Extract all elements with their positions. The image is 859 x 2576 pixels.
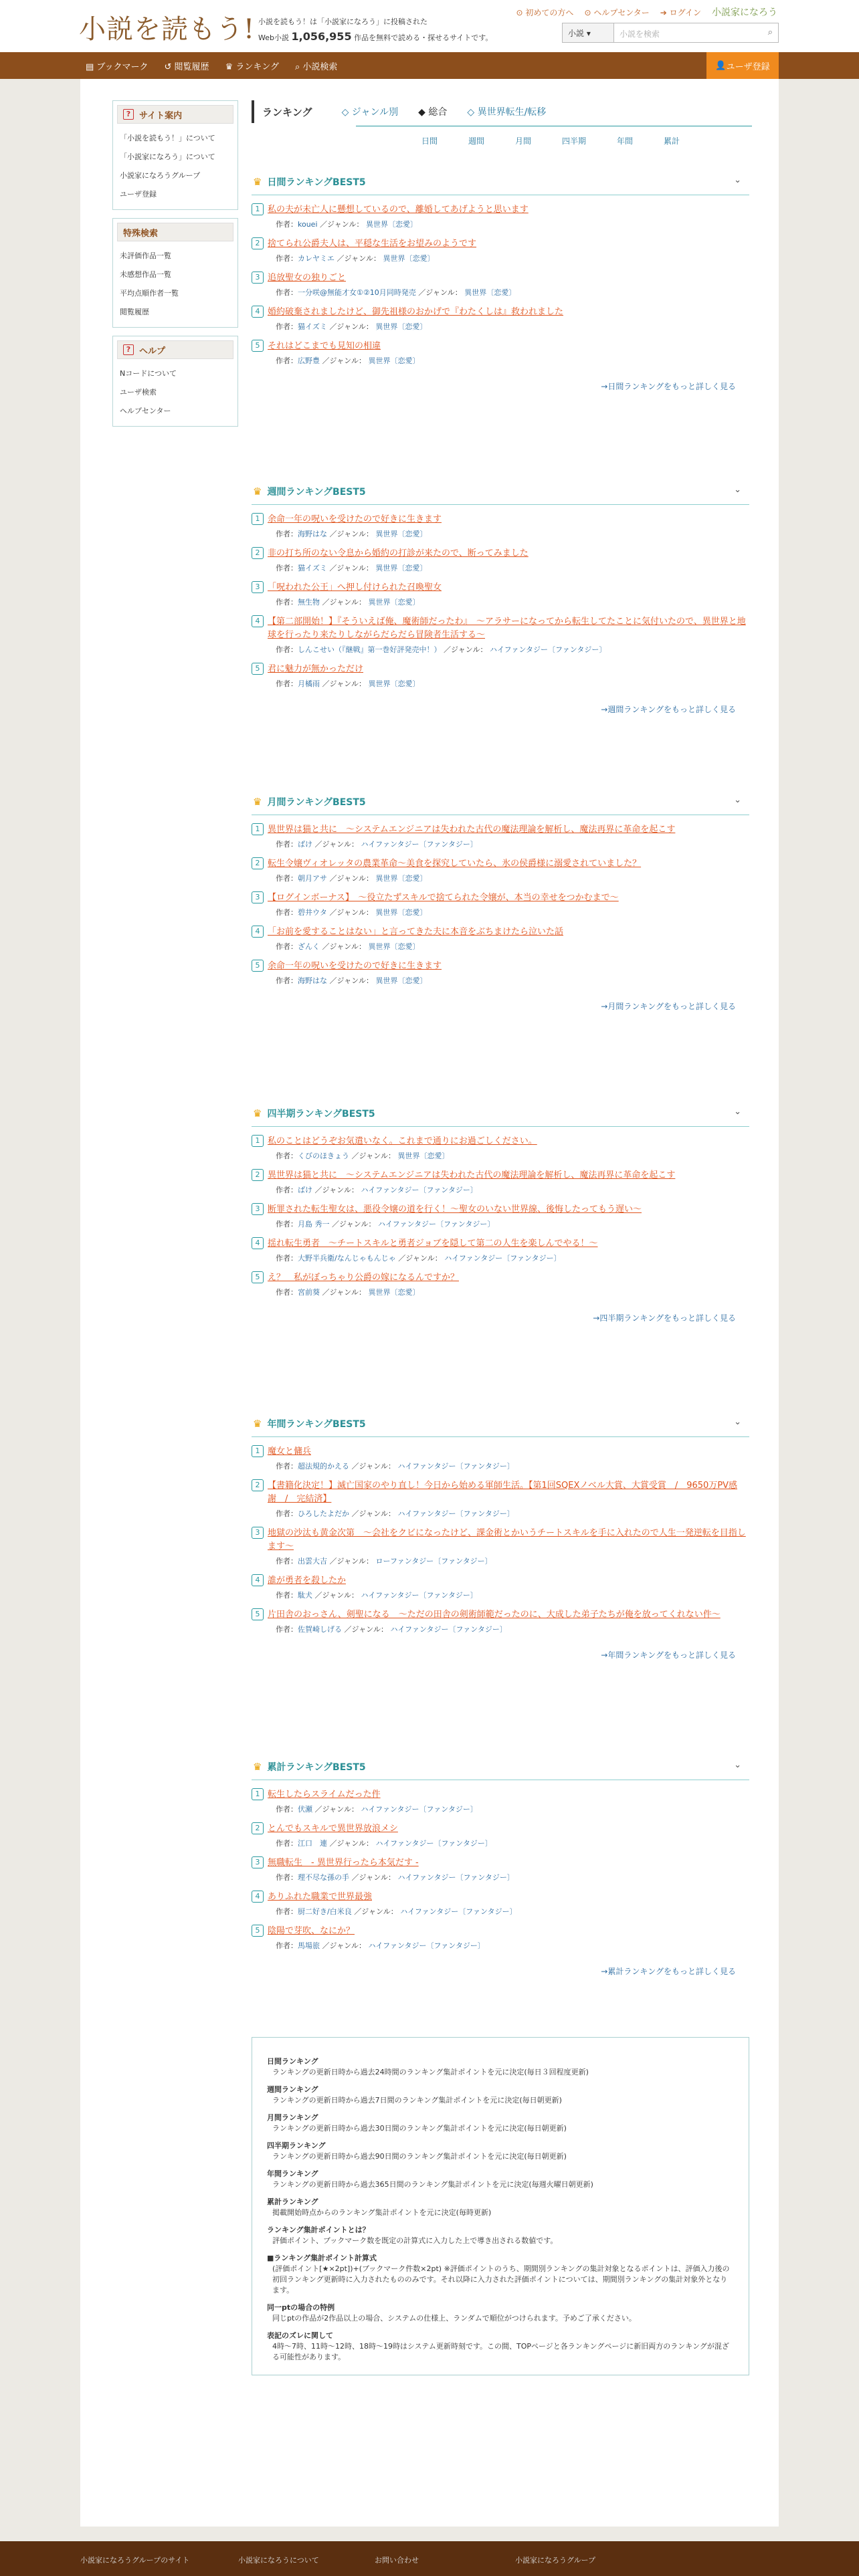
rank-number: 1: [252, 1788, 264, 1800]
tab-isekai[interactable]: ◇ 異世界転生/転移: [467, 107, 547, 118]
genre-link[interactable]: 異世界〔恋愛〕: [368, 356, 420, 365]
subtab-quarterly[interactable]: 四半期: [562, 136, 587, 146]
genre-link[interactable]: ハイファンタジー〔ファンタジー〕: [361, 1186, 478, 1194]
novel-meta: 作者：海野はな ／ジャンル： 異世界〔恋愛〕: [276, 530, 427, 538]
ranking-item: [252, 1479, 749, 1519]
rank-number: 2: [252, 237, 264, 249]
chevron-down-icon[interactable]: ⌄: [734, 795, 741, 805]
novel-meta: 作者：ざんく ／ジャンル： 異世界〔恋愛〕: [276, 942, 420, 951]
novel-meta: 作者：猫イズミ ／ジャンル： 異世界〔恋愛〕: [276, 322, 427, 331]
genre-link[interactable]: ハイファンタジー〔ファンタジー〕: [397, 1873, 514, 1882]
novel-title-link[interactable]: 追放聖女の独りごと: [268, 273, 347, 283]
novel-meta: 作者：超法規的かえる ／ジャンル： ハイファンタジー〔ファンタジー〕: [276, 1462, 514, 1471]
rank-number: 2: [252, 547, 264, 559]
question-icon: ?: [123, 344, 134, 355]
note-title: 日間ランキング: [267, 2057, 318, 2066]
ranking-item: [252, 1169, 749, 1195]
tab-overall[interactable]: ◆ 総合: [418, 107, 448, 118]
genre-link[interactable]: 異世界〔恋愛〕: [368, 679, 420, 688]
genre-link[interactable]: ハイファンタジー〔ファンタジー〕: [361, 1805, 478, 1814]
genre-link[interactable]: ハイファンタジー〔ファンタジー〕: [397, 1462, 514, 1471]
ranking-item: [252, 960, 749, 986]
section-header[interactable]: [252, 1753, 749, 1780]
genre-link[interactable]: ローファンタジー〔ファンタジー〕: [375, 1557, 492, 1566]
note-desc: ランキングの更新日時から過去24時間のランキング集計ポイントを元に決定(毎日３回程度更新): [272, 2068, 589, 2076]
genre-link[interactable]: ハイファンタジー〔ファンタジー〕: [375, 1839, 492, 1848]
section-title: 日間ランキングBEST5: [267, 177, 366, 188]
rank-number: 1: [252, 203, 264, 215]
subtab-weekly[interactable]: 週間: [468, 136, 484, 146]
novel-meta: 作者：馬場旅 ／ジャンル： ハイファンタジー〔ファンタジー〕: [276, 1941, 485, 1950]
ranking-item: [252, 926, 749, 952]
rank-number: 3: [252, 1203, 264, 1215]
more-ranking-link[interactable]: →週間ランキングをもっと詳しく見る: [601, 705, 736, 714]
genre-link[interactable]: 異世界〔恋愛〕: [375, 564, 427, 572]
novel-title-link[interactable]: 私の夫が未亡人に懸想しているので、離婚してあげようと思います: [268, 205, 529, 215]
site-footer: [0, 2541, 859, 2576]
first-time-link[interactable]: ⊙ 初めての方へ: [516, 7, 574, 17]
author-link[interactable]: 伏瀬: [298, 1805, 312, 1814]
ranking-section: [252, 478, 749, 715]
footer-link[interactable]: 小説家になろうグループのサイト: [80, 2556, 190, 2565]
ranking-tabbar: [252, 100, 749, 123]
novel-title-link[interactable]: 転生令嬢ヴィオレッタの農業革命～美食を探究していたら、氷の侯爵様に溺愛されていました？: [268, 859, 642, 869]
ranking-item: [252, 1271, 749, 1297]
novel-title-link[interactable]: とんでもスキルで異世界放浪メシ: [268, 1824, 398, 1834]
novel-title-link[interactable]: 「お前を愛することはない」と言ってきた夫に本音をぶちまけたら泣いた話: [268, 927, 564, 937]
ranking-item: [252, 1135, 749, 1161]
author-link[interactable]: 理不尽な孫の手: [298, 1873, 349, 1882]
more-ranking-link[interactable]: →月間ランキングをもっと詳しく見る: [601, 1002, 736, 1011]
main-content: [252, 100, 749, 2361]
sidebar: [112, 100, 238, 435]
rank-number: 5: [252, 663, 264, 675]
novel-meta: 作者：月橘雨 ／ジャンル： 異世界〔恋愛〕: [276, 679, 420, 688]
ranking-item: [252, 513, 749, 539]
novel-title-link[interactable]: 地獄の沙汰も黄金次第 ～会社をクビになったけど、課金術とかいうチートスキルを手に入れたので人生一発逆転を目指します～: [268, 1528, 746, 1551]
ranking-item: [252, 547, 749, 573]
ranking-item: [252, 340, 749, 366]
ranking-item: [252, 1574, 749, 1600]
novel-title-link[interactable]: ありふれた職業で世界最強: [268, 1892, 373, 1902]
novel-title-link[interactable]: 【ログインボーナス】 ～役立たずスキルで捨てられた令嬢が、本当の幸せをつかむまで～: [268, 893, 619, 903]
author-link[interactable]: 馬場旅: [298, 1941, 320, 1950]
sidebar-link[interactable]: ヘルプセンター: [120, 407, 171, 415]
novel-meta: 作者：出雲大吉 ／ジャンル： ローファンタジー〔ファンタジー〕: [276, 1557, 492, 1566]
rank-number: 5: [252, 960, 264, 972]
ranking-section: [252, 1410, 749, 1660]
novel-meta: 作者：駄犬 ／ジャンル： ハイファンタジー〔ファンタジー〕: [276, 1591, 478, 1600]
search-box: [562, 23, 779, 43]
novel-meta: 作者：厨二好き/白米良 ／ジャンル： ハイファンタジー〔ファンタジー〕: [276, 1907, 517, 1916]
crown-icon: ♛: [253, 485, 262, 498]
novel-meta: 作者：kouei ／ジャンル： 異世界〔恋愛〕: [276, 220, 418, 229]
subtab-yearly[interactable]: 年間: [617, 136, 634, 146]
note-title: ■ランキング集計ポイント計算式: [267, 2254, 377, 2262]
section-title: 累計ランキングBEST5: [267, 1761, 366, 1773]
section-header[interactable]: [252, 1410, 749, 1437]
chevron-down-icon[interactable]: ⌄: [734, 1107, 741, 1117]
ranking-item: [252, 857, 749, 883]
rank-number: 3: [252, 581, 264, 593]
author-link[interactable]: ひろしたよだか: [298, 1509, 349, 1518]
note-title: 同一ptの場合の特例: [267, 2303, 335, 2312]
ranking-item: [252, 1822, 749, 1848]
login-link[interactable]: ➔ ログイン: [660, 7, 701, 17]
period-subtabs: [252, 135, 749, 152]
genre-link[interactable]: 異世界〔恋愛〕: [375, 322, 427, 331]
novel-meta: 作者：広野豊 ／ジャンル： 異世界〔恋愛〕: [276, 356, 420, 365]
chevron-down-icon[interactable]: ⌄: [734, 1760, 741, 1770]
author-link[interactable]: 駄犬: [298, 1591, 312, 1600]
author-link[interactable]: 一分咲@無能才女①②10月同時発売: [298, 288, 416, 297]
genre-link[interactable]: ハイファンタジー〔ファンタジー〕: [361, 1591, 478, 1600]
novel-title-link[interactable]: 余命一年の呪いを受けたので好きに生きます: [268, 514, 442, 524]
ranking-item: [252, 306, 749, 332]
section-header[interactable]: [252, 1100, 749, 1127]
rank-number: 4: [252, 926, 264, 938]
novel-title-link[interactable]: 無職転生 - 異世界行ったら本気だす -: [268, 1858, 419, 1868]
rank-number: 4: [252, 306, 264, 318]
novel-title-link[interactable]: 【書籍化決定！】滅亡国家のやり直し！今日から始める軍師生活。【第1回SQEXノベル大賞、大賞受賞 / 9650万PV感謝 / 完結済】: [268, 1481, 738, 1504]
footer-link[interactable]: お問い合わせ: [375, 2556, 419, 2565]
genre-link[interactable]: 異世界〔恋愛〕: [375, 976, 427, 985]
rank-number: 3: [252, 272, 264, 284]
novel-title-link[interactable]: 捨てられ公爵夫人は、平穏な生活をお望みのようです: [268, 239, 477, 249]
section-title: 週間ランキングBEST5: [267, 486, 366, 498]
novel-title-link[interactable]: 君に魅力が無かっただけ: [268, 664, 364, 674]
novel-meta: 作者：猫イズミ ／ジャンル： 異世界〔恋愛〕: [276, 564, 427, 572]
author-link[interactable]: 広野豊: [298, 356, 320, 365]
ranking-item: [252, 1445, 749, 1471]
author-link[interactable]: 出雲大吉: [298, 1557, 327, 1566]
ranking-notes: [252, 2037, 749, 2375]
genre-link[interactable]: 異世界〔恋愛〕: [383, 254, 435, 263]
footer-link[interactable]: 小説家になろうについて: [238, 2556, 319, 2565]
site-header: [0, 0, 859, 52]
novel-title-link[interactable]: それはどこまでも見知の相違: [268, 341, 381, 351]
section-title: 四半期ランキングBEST5: [267, 1108, 375, 1119]
chevron-down-icon[interactable]: ⌄: [734, 485, 741, 495]
genre-link[interactable]: 異世界〔恋愛〕: [375, 874, 427, 883]
rank-number: 1: [252, 823, 264, 835]
site-tagline: 小説を読もう！は「小説家になろう」に投稿された Web小説 1,056,955 作品を無料で読める・探せるサイトです。: [258, 17, 493, 43]
genre-link[interactable]: ハイファンタジー〔ファンタジー〕: [490, 645, 607, 654]
ranking-item: [252, 272, 749, 298]
novel-title-link[interactable]: 【第二部開始！】『そういえば俺、魔術師だったわ』 ～アラサーになってから転生してたことに気付いたので、異世界と地球を行ったり来たりしながらだらだら冒険者生活する～: [268, 617, 746, 640]
novel-title-link[interactable]: 余命一年の呪いを受けたので好きに生きます: [268, 961, 442, 971]
rank-number: 1: [252, 1445, 264, 1457]
ranking-item: [252, 891, 749, 918]
author-link[interactable]: 碧井ウタ: [298, 908, 327, 917]
crown-icon: ♛: [253, 1107, 262, 1119]
rank-number: 3: [252, 891, 264, 903]
author-link[interactable]: 無生物: [298, 598, 320, 607]
rank-number: 3: [252, 1527, 264, 1539]
novel-meta: 作者：海野はな ／ジャンル： 異世界〔恋愛〕: [276, 976, 427, 985]
sidebar-link[interactable]: ユーザ検索: [120, 388, 157, 397]
sidebar-link[interactable]: 「小説家になろう」について: [120, 152, 215, 161]
note-desc: ランキングの更新日時から過去90日間のランキング集計ポイントを元に決定(毎日朝更新): [272, 2152, 567, 2161]
more-ranking-link[interactable]: →年間ランキングをもっと詳しく見る: [601, 1650, 736, 1660]
genre-link[interactable]: ハイファンタジー〔ファンタジー〕: [400, 1907, 517, 1916]
author-link[interactable]: 海野はな: [298, 976, 327, 985]
ranking-item: [252, 1203, 749, 1229]
novel-meta: 作者：伏瀬 ／ジャンル： ハイファンタジー〔ファンタジー〕: [276, 1805, 478, 1814]
note-desc: ランキングの更新日時から過去30日間のランキング集計ポイントを元に決定(毎日朝更新): [272, 2124, 567, 2133]
note-title: 四半期ランキング: [267, 2141, 326, 2150]
footer-link[interactable]: 小説家になろうグループ: [515, 2556, 596, 2565]
subtab-total[interactable]: 累計: [664, 136, 680, 146]
sidebar-box-help: ? ヘルプ Nコードについて ユーザ検索 ヘルプセンター: [112, 336, 238, 427]
nav-history[interactable]: ↺ 閲覧履歴: [164, 62, 209, 72]
author-link[interactable]: 猫イズミ: [298, 564, 327, 572]
author-link[interactable]: kouei: [298, 220, 318, 229]
genre-link[interactable]: 異世界〔恋愛〕: [375, 530, 427, 538]
author-link[interactable]: ざんく: [298, 942, 320, 951]
note-desc: (評価ポイント[★×2pt])+(ブックマーク件数×2pt) ※評価ポイントのうち、期間別ランキングの集計対象となるポイントは、評価入力後の初回ランキング更新時に入力されたもののみです。それ以降に入力された評価ポイントについては、期間別ランキングの集計対象外となります。: [272, 2264, 730, 2294]
ranking-item: [252, 1788, 749, 1814]
author-link[interactable]: くびのほきょう: [298, 1152, 349, 1160]
sidebar-link[interactable]: 平均点順作者一覧: [120, 289, 179, 298]
note-title: 月間ランキング: [267, 2113, 318, 2122]
ranking-item: [252, 1237, 749, 1263]
section-header[interactable]: [252, 478, 749, 505]
author-link[interactable]: ばけ: [298, 840, 312, 849]
ranking-item: [252, 1891, 749, 1917]
novel-title-link[interactable]: 揺れ転生勇者 ～チートスキルと勇者ジョブを隠して第二の人生を楽しんでやる！～: [268, 1239, 598, 1249]
novel-title-link[interactable]: 「呪われた公王」へ押し付けられた召喚聖女: [268, 582, 442, 593]
search-type-select[interactable]: 小説 ▾: [562, 23, 614, 43]
page-container: [80, 79, 779, 2527]
register-button[interactable]: 👤 ユーザ登録: [706, 52, 779, 79]
rank-number: 5: [252, 340, 264, 352]
genre-link[interactable]: 異世界〔恋愛〕: [368, 942, 420, 951]
sidebar-link[interactable]: 閲覧履歴: [120, 308, 149, 316]
sidebar-link[interactable]: 「小説を読もう！」について: [120, 134, 215, 142]
note-desc: 同じptの作品が2作品以上の場合、システムの仕様上、ランダムで順位がつけられます。予めご了承ください。: [272, 2314, 636, 2323]
novel-meta: 作者：無生物 ／ジャンル： 異世界〔恋愛〕: [276, 598, 420, 607]
novel-meta: 作者：しんこせい（『継戦』第一巻好評発売中！） ／ジャンル： ハイファンタジー〔ファンタジー〕: [276, 645, 607, 654]
author-link[interactable]: 月島 秀一: [298, 1220, 330, 1228]
sidebar-link[interactable]: Nコードについて: [120, 369, 177, 378]
rank-number: 5: [252, 1608, 264, 1620]
genre-link[interactable]: 異世界〔恋愛〕: [368, 1288, 420, 1297]
novel-title-link[interactable]: 非の打ち所のない令息から婚約の打診が来たので、断ってみました: [268, 548, 529, 558]
nav-ranking[interactable]: ♛ ランキング: [225, 62, 279, 72]
genre-link[interactable]: 異世界〔恋愛〕: [397, 1152, 450, 1160]
rank-number: 1: [252, 513, 264, 525]
novel-title-link[interactable]: 陰陽で芽吹、なにか？: [268, 1926, 355, 1936]
top-links: [516, 5, 777, 19]
ranking-item: [252, 237, 749, 263]
main-navbar: [0, 52, 859, 79]
novel-meta: 作者：くびのほきょう ／ジャンル： 異世界〔恋愛〕: [276, 1152, 450, 1160]
ranking-item: [252, 1608, 749, 1634]
subtab-daily[interactable]: 日間: [421, 136, 438, 146]
crown-icon: ♛: [253, 795, 262, 808]
rank-number: 4: [252, 1574, 264, 1586]
chevron-down-icon[interactable]: ⌄: [734, 175, 741, 185]
sidebar-link[interactable]: 未評価作品一覧: [120, 251, 171, 260]
genre-link[interactable]: 異世界〔恋愛〕: [366, 220, 418, 229]
ranking-title: ランキング: [262, 106, 312, 118]
search-input[interactable]: 小説を検索 ⌕: [614, 23, 779, 43]
rank-number: 2: [252, 1479, 264, 1491]
author-link[interactable]: 佐賀崎しげる: [298, 1625, 342, 1634]
novel-meta: 作者：江口 連 ／ジャンル： ハイファンタジー〔ファンタジー〕: [276, 1839, 492, 1848]
novel-meta: 作者：ばけ ／ジャンル： ハイファンタジー〔ファンタジー〕: [276, 1186, 478, 1194]
rank-number: 4: [252, 615, 264, 627]
ranking-item: [252, 1856, 749, 1883]
novel-title-link[interactable]: 誰が勇者を殺したか: [268, 1576, 347, 1586]
note-title: ランキング集計ポイントとは？: [267, 2226, 370, 2234]
genre-link[interactable]: 異世界〔恋愛〕: [368, 598, 420, 607]
novel-meta: 作者：一分咲@無能才女①②10月同時発売 ／ジャンル： 異世界〔恋愛〕: [276, 288, 516, 297]
sidebar-link[interactable]: 未感想作品一覧: [120, 270, 171, 279]
nav-search[interactable]: ⌕ 小説検索: [294, 62, 338, 72]
ranking-item: [252, 615, 749, 655]
note-desc: ランキングの更新日時から過去7日間のランキング集計ポイントを元に決定(毎日朝更新): [272, 2096, 562, 2105]
author-link[interactable]: 大野半兵衛/なんじゃもんじゃ: [298, 1254, 396, 1263]
chevron-down-icon[interactable]: ⌄: [734, 1417, 741, 1427]
ranking-section: [252, 1100, 749, 1323]
novel-meta: 作者：カレヤミエ ／ジャンル： 異世界〔恋愛〕: [276, 254, 435, 263]
crown-icon: ♛: [253, 175, 262, 188]
crown-icon: ♛: [253, 1417, 262, 1430]
ranking-item: [252, 823, 749, 849]
note-title: 週間ランキング: [267, 2085, 318, 2094]
genre-link[interactable]: ハイファンタジー〔ファンタジー〕: [378, 1220, 495, 1228]
author-link[interactable]: 宮前葵: [298, 1288, 320, 1297]
genre-link[interactable]: ハイファンタジー〔ファンタジー〕: [361, 840, 478, 849]
novel-title-link[interactable]: 魔女と傭兵: [268, 1446, 312, 1457]
novel-title-link[interactable]: 断罪された転生聖女は、悪役令嬢の道を行く！～聖女のいない世界線、後悔したってもう遅い～: [268, 1204, 642, 1214]
note-desc: ランキングの更新日時から過去365日間のランキング集計ポイントを元に決定(毎週火曜日朝更新): [272, 2180, 593, 2189]
more-ranking-link[interactable]: →日間ランキングをもっと詳しく見る: [601, 382, 736, 391]
section-title: 月間ランキングBEST5: [267, 796, 366, 808]
novel-meta: 作者：大野半兵衛/なんじゃもんじゃ ／ジャンル： ハイファンタジー〔ファンタジー〕: [276, 1254, 561, 1263]
novel-meta: 作者：ひろしたよだか ／ジャンル： ハイファンタジー〔ファンタジー〕: [276, 1509, 514, 1518]
novel-meta: 作者：理不尽な孫の手 ／ジャンル： ハイファンタジー〔ファンタジー〕: [276, 1873, 514, 1882]
novel-title-link[interactable]: 転生したらスライムだった件: [268, 1790, 381, 1800]
ranking-item: [252, 663, 749, 689]
narou-logo-link[interactable]: 小説家になろう: [712, 7, 777, 18]
author-link[interactable]: ばけ: [298, 1186, 312, 1194]
genre-link[interactable]: ハイファンタジー〔ファンタジー〕: [444, 1254, 561, 1263]
ranking-item: [252, 581, 749, 607]
rank-number: 3: [252, 1856, 264, 1868]
crown-icon: ♛: [253, 1760, 262, 1773]
genre-link[interactable]: ハイファンタジー〔ファンタジー〕: [397, 1509, 514, 1518]
rank-number: 2: [252, 857, 264, 869]
rank-number: 5: [252, 1271, 264, 1283]
novel-meta: 作者：朝月アサ ／ジャンル： 異世界〔恋愛〕: [276, 874, 427, 883]
author-link[interactable]: 厨二好き/白米良: [298, 1907, 352, 1916]
ranking-section: [252, 169, 749, 392]
sidebar-box-special-search: 特殊検索 未評価作品一覧 未感想作品一覧 平均点順作者一覧 閲覧履歴: [112, 218, 238, 328]
note-title: 累計ランキング: [267, 2197, 318, 2206]
novel-title-link[interactable]: 片田舎のおっさん、剣聖になる ～ただの田舎の剣術師範だったのに、大成した弟子たちが俺を放ってくれない件～: [268, 1610, 721, 1620]
rank-number: 2: [252, 1169, 264, 1181]
section-title: 年間ランキングBEST5: [267, 1418, 366, 1430]
more-ranking-link[interactable]: →四半期ランキングをもっと詳しく見る: [593, 1313, 736, 1323]
rank-number: 2: [252, 1822, 264, 1834]
nav-bookmark[interactable]: ▤ ブックマーク: [86, 62, 149, 72]
more-ranking-link[interactable]: →累計ランキングをもっと詳しく見る: [601, 1967, 736, 1976]
help-center-link[interactable]: ⊙ ヘルプセンター: [584, 7, 650, 17]
genre-link[interactable]: ハイファンタジー〔ファンタジー〕: [390, 1625, 507, 1634]
rank-number: 4: [252, 1891, 264, 1903]
author-link[interactable]: 猫イズミ: [298, 322, 327, 331]
site-logo[interactable]: 小説を読もう!: [79, 14, 256, 45]
rank-number: 4: [252, 1237, 264, 1249]
sidebar-box-guide: ? サイト案内 「小説を読もう！」について 「小説家になろう」について 小説家になろうグループ ユーザ登録: [112, 100, 238, 210]
author-link[interactable]: 超法規的かえる: [298, 1462, 349, 1471]
rank-number: 1: [252, 1135, 264, 1147]
section-header[interactable]: [252, 788, 749, 815]
section-header[interactable]: [252, 169, 749, 195]
novel-title-link[interactable]: 異世界は猫と共に ～システムエンジニアは失われた古代の魔法理論を解析し、魔法再界に革命を起こす: [268, 1170, 676, 1180]
novel-count: 1,056,955: [291, 30, 352, 43]
author-link[interactable]: 海野はな: [298, 530, 327, 538]
sidebar-link[interactable]: ユーザ登録: [120, 190, 157, 199]
novel-meta: 作者：ばけ ／ジャンル： ハイファンタジー〔ファンタジー〕: [276, 840, 478, 849]
sidebar-link[interactable]: 小説家になろうグループ: [120, 171, 201, 180]
novel-meta: 作者：佐賀崎しげる ／ジャンル： ハイファンタジー〔ファンタジー〕: [276, 1625, 507, 1634]
ranking-section: [252, 788, 749, 1012]
author-link[interactable]: カレヤミエ: [298, 254, 335, 263]
note-desc: 掲載開始時点からのランキング集計ポイントを元に決定(毎時更新): [272, 2208, 492, 2217]
search-icon[interactable]: ⌕: [767, 27, 773, 37]
note-title: 年間ランキング: [267, 2169, 318, 2178]
tab-genre[interactable]: ◇ ジャンル別: [341, 107, 399, 118]
novel-title-link[interactable]: 異世界は猫と共に ～システムエンジニアは失われた古代の魔法理論を解析し、魔法再界に革命を起こす: [268, 825, 676, 835]
novel-meta: 作者：月島 秀一 ／ジャンル： ハイファンタジー〔ファンタジー〕: [276, 1220, 495, 1228]
novel-title-link[interactable]: 婚約破棄されましたけど、御先祖様のおかげで『わたくしは』救われました: [268, 307, 564, 317]
author-link[interactable]: 朝月アサ: [298, 874, 327, 883]
ranking-item: [252, 1925, 749, 1951]
novel-meta: 作者：碧井ウタ ／ジャンル： 異世界〔恋愛〕: [276, 908, 427, 917]
author-link[interactable]: 江口 連: [298, 1839, 327, 1848]
genre-link[interactable]: 異世界〔恋愛〕: [375, 908, 427, 917]
note-desc: 4時〜7時、11時〜12時、18時〜19時はシステム更新時刻です。この間、TOPページと各ランキングページに新旧両方のランキングが混ざる可能性があります。: [272, 2342, 729, 2361]
novel-title-link[interactable]: え？ 私がぼっちゃり公爵の嫁になるんですか？: [268, 1273, 460, 1283]
ranking-item: [252, 1527, 749, 1566]
question-icon: ?: [123, 109, 134, 120]
author-link[interactable]: しんこせい（『継戦』第一巻好評発売中！）: [298, 645, 442, 654]
genre-link[interactable]: ハイファンタジー〔ファンタジー〕: [368, 1941, 485, 1950]
author-link[interactable]: 月橘雨: [298, 679, 320, 688]
genre-link[interactable]: 異世界〔恋愛〕: [464, 288, 516, 297]
note-desc: 評価ポイント、ブックマーク数を既定の計算式に入力した上で導き出される数値です。: [272, 2236, 558, 2245]
novel-meta: 作者：宮前葵 ／ジャンル： 異世界〔恋愛〕: [276, 1288, 420, 1297]
novel-title-link[interactable]: 私のことはどうぞお気遣いなく。これまで通りにお過ごしください。: [268, 1136, 537, 1146]
rank-number: 5: [252, 1925, 264, 1937]
ranking-section: [252, 1753, 749, 1977]
subtab-monthly[interactable]: 月間: [514, 136, 531, 146]
note-title: 表記のズレに関して: [267, 2331, 333, 2340]
ranking-item: [252, 203, 749, 229]
